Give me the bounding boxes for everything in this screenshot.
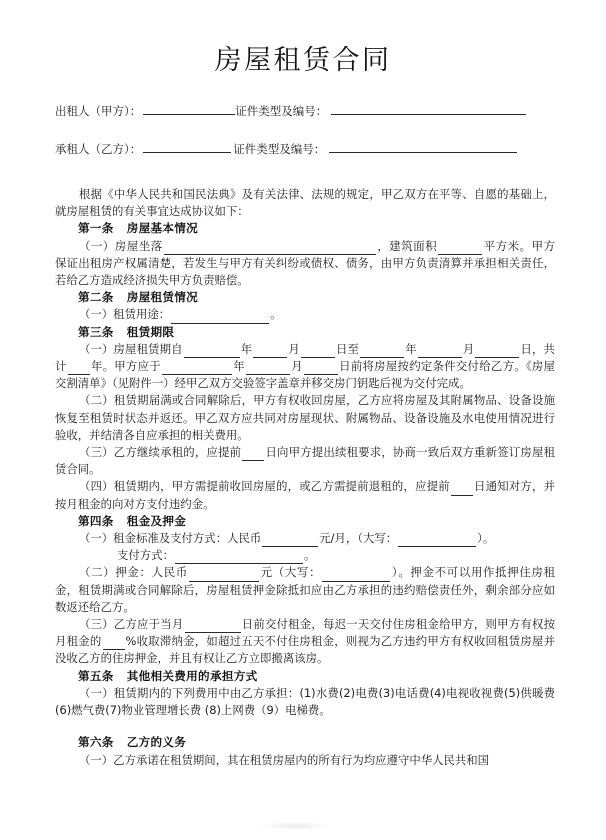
end-month-label: 月 (462, 341, 475, 356)
clause-4-item-1-part-b: 元/月，（大写： (319, 531, 398, 546)
start-month-label: 月 (288, 341, 300, 356)
clause-3-number: 第三条 (78, 324, 114, 339)
start-year-label: 年 (240, 341, 253, 356)
clause-3-title: 租赁期限 (126, 324, 175, 339)
clause-2-item-1 (55, 306, 555, 323)
payment-method-field[interactable] (175, 553, 303, 564)
clause-4-item-2-part-b: 元（大写： (259, 565, 322, 580)
start-year-field[interactable] (184, 347, 240, 358)
start-day-label: 日至 (335, 341, 360, 356)
clause-4-title: 租金及押金 (126, 513, 187, 528)
clause-4-item-2-part-a: （二）押金：人民币 (79, 565, 188, 580)
rent-amount-words-field[interactable] (398, 536, 476, 547)
clause-4-number: 第四条 (78, 513, 114, 528)
lessee-name-field[interactable] (143, 141, 231, 153)
clause-1-item-1 (55, 238, 555, 290)
clause-4-item-3-part-a: （三）乙方应于当月 (79, 617, 184, 632)
clause-5-item-1: （一）租赁期内的下列费用中由乙方承担：(1)水费(2)电费(3)电话费(4)电视收视费(5)供暖费(6)燃气费(7)物业管理增长费 (8)上网费（9）电梯费。 (55, 685, 555, 718)
end-month-field[interactable] (418, 347, 462, 358)
lessee-row (55, 141, 555, 158)
clause-3-item-4 (55, 478, 555, 512)
clause-6-title: 乙方的义务 (126, 735, 187, 750)
clause-2-heading (55, 289, 555, 306)
clause-5-heading (55, 668, 555, 685)
clause-3-item-2: （二）租赁期届满或合同解除后，甲方有权收回房屋，乙方应将房屋及其附属物品、设备设施恢复至租赁时状态并返还。甲乙双方应共同对房屋现状、附属物品、设备设施及水电使用情况进行验收，并结清各自应承担的相关费用。 (55, 393, 555, 442)
end-day-label: 日，共计 (55, 341, 555, 374)
clause-4-payment-method (55, 547, 555, 564)
clause-4-item-2 (55, 564, 555, 616)
property-area-field[interactable] (438, 244, 482, 255)
clause-6-item-1: （一）乙方承诺在租赁期间，其在租赁房屋内的所有行为均应遵守中华人民共和国 (79, 752, 490, 767)
end-day-field[interactable] (475, 347, 519, 358)
delivery-year-label: 年 (232, 359, 245, 374)
clause-3-item-1-tail: 日前将房屋按约定条件交付给乙方。《房屋交割清单》（见附件一）经甲乙双方交验签字盖章并移交房门钥匙后视为交付完成。 (55, 359, 555, 391)
clause-1-item-1-part-a: （一）房屋坐落 (79, 238, 163, 253)
rent-due-day-field[interactable] (185, 622, 241, 633)
termination-notice-days-field[interactable] (451, 485, 473, 496)
deposit-amount-words-field[interactable] (322, 571, 390, 582)
lessor-label: 出租人（甲方）： (55, 104, 142, 118)
renewal-notice-days-field[interactable] (242, 450, 264, 461)
clause-3-item-3-part-b: 日向甲方提出续租要求，协商一致后双方重新签订房屋租赁合同。 (55, 445, 555, 477)
delivery-month-field[interactable] (246, 364, 290, 375)
lessor-id-label: 证件类型及编号： (235, 104, 328, 118)
preamble-paragraph: 根据《中华人民共和国民法典》及有关法律、法规的规定，甲乙双方在平等、自愿的基础上，就房屋租赁的有关事宜达成协议如下： (55, 187, 555, 219)
clause-3-item-4-part-b: 日通知对方，并按月租金的向对方支付违约金。 (55, 479, 555, 511)
payment-method-end: 。 (303, 548, 316, 563)
lessee-id-label: 证件类型及编号： (233, 142, 326, 156)
clause-3-item-1 (55, 341, 555, 393)
clause-3-item-3 (55, 444, 555, 478)
clause-3-item-4-part-a: （四）租赁期内，甲方需提前收回房屋的，或乙方需提前退租的，应提前 (79, 479, 450, 494)
clause-3-heading (55, 324, 555, 341)
property-address-field[interactable] (164, 244, 376, 255)
delivery-month-label: 月 (290, 359, 303, 374)
end-year-field[interactable] (360, 347, 404, 358)
clause-4-item-1 (55, 530, 555, 547)
clause-4-item-3-part-b: 日前交付租金，每迟一天交付住房租金给甲方，则甲方有权按月租金的 (55, 617, 555, 649)
clause-4-item-1-part-c: ）。 (477, 531, 495, 546)
total-years-label: 年。甲方应于 (90, 359, 161, 374)
clause-1-heading (55, 220, 555, 237)
delivery-year-field[interactable] (162, 364, 232, 375)
lessor-row (55, 103, 555, 120)
lessee-label: 承租人（乙方）： (55, 142, 142, 156)
lessor-name-field[interactable] (143, 103, 235, 115)
contract-body (55, 186, 555, 769)
start-month-field[interactable] (253, 347, 287, 358)
lessor-id-field[interactable] (331, 103, 526, 115)
clause-2-title: 房屋租赁情况 (126, 290, 199, 305)
total-years-field[interactable] (68, 364, 90, 375)
rent-amount-field[interactable] (262, 536, 318, 547)
clause-1-title: 房屋基本情况 (126, 221, 199, 236)
payment-method-label: 支付方式： (117, 548, 174, 563)
late-fee-percent-field[interactable] (103, 639, 125, 650)
page-bottom-artifact (258, 822, 332, 830)
clause-1-item-1-part-c: 平方米。甲方保证出租房产权属清楚，若发生与甲方有关纠纷或债权、债务，由甲方负责清算并承担相关责任，若给乙方造成经济损失甲方负责赔偿。 (55, 238, 555, 288)
clause-5-number: 第五条 (78, 668, 114, 683)
clause-4-item-3-part-c: %收取滞纳金，如超过五天不付住房租金，则视为乙方违约甲方有权收回租赁房屋并没收乙方的住房押金，并且有权让乙方立即搬离该房。 (55, 634, 555, 666)
clause-5-title: 其他相关费用的承担方式 (126, 668, 258, 683)
clause-3-item-1-part-a: （一）房屋租赁期自 (79, 341, 183, 356)
clause-2-number: 第二条 (78, 290, 114, 305)
deposit-amount-field[interactable] (189, 571, 259, 582)
rental-purpose-field[interactable] (171, 313, 269, 324)
clause-2-item-1-part-b: 。 (270, 307, 282, 322)
clause-1-number: 第一条 (78, 221, 114, 236)
clause-2-item-1-part-a: （一）租赁用途： (79, 307, 171, 322)
clause-6-heading (55, 734, 555, 751)
clause-4-heading (55, 513, 555, 530)
clause-3-item-3-part-a: （三）乙方继续承租的，应提前 (79, 445, 242, 460)
clause-6-number: 第六条 (78, 735, 114, 750)
page-title: 房屋租赁合同 (214, 45, 392, 76)
end-year-label: 年 (405, 341, 417, 356)
start-day-field[interactable] (301, 347, 335, 358)
clause-4-item-1-part-a: （一）租金标准及支付方式：人民币 (79, 531, 262, 546)
clause-4-item-3 (55, 616, 555, 668)
clause-1-item-1-part-b: ，建筑面积 (376, 238, 438, 253)
lessee-id-field[interactable] (329, 141, 517, 153)
delivery-day-field[interactable] (304, 364, 338, 375)
clause-4-item-2-part-c: ）。押金不可以用作抵押住房租金，租赁期满或合同解除后，房屋租赁押金除抵扣应由乙方承担的违约赔偿责任外，剩余部分应如数返还给乙方。 (55, 565, 555, 614)
